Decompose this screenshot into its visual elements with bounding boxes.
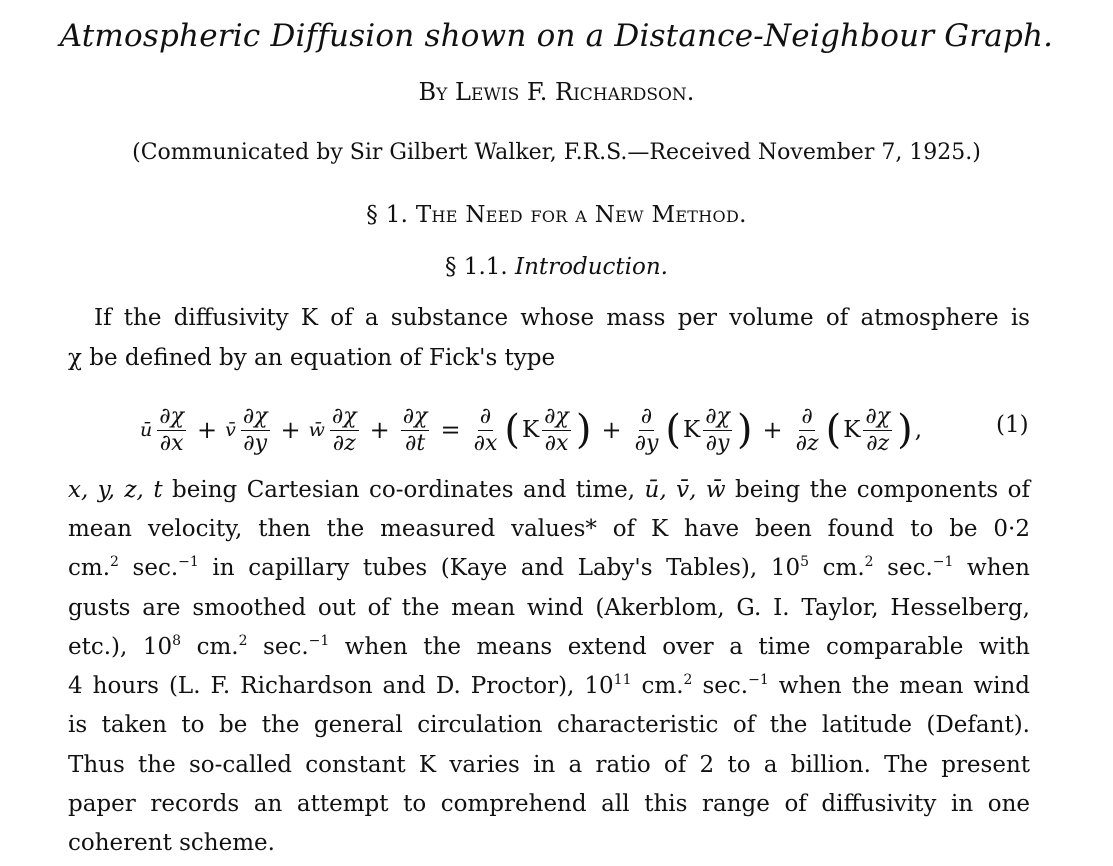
- eq-lparen: (: [665, 407, 682, 453]
- body-line-4: gusts are smoothed out of the mean wind (Akerblom, G. I. Taylor, Hesselberg,: [68, 595, 1030, 621]
- eq-frac-dchi-dz: $\frac{\partial\chi}{\partial z}$: [331, 403, 357, 456]
- subsection-number: § 1.1.: [445, 254, 516, 280]
- body-line-5: etc.), $10^8$ cm.$^2$ sec.$^{-1}$ when the means extend over a time comparable with: [68, 633, 1030, 660]
- eq-k: K: [521, 417, 540, 443]
- communication-note: (Communicated by Sir Gilbert Walker, F.R.S.—Received November 7, 1925.): [132, 140, 981, 165]
- body-line-1: x, y, z, t being Cartesian co-ordinates and time, ū, v̄, w̄ being the components of: [68, 477, 1031, 503]
- eq-plus: +: [762, 416, 783, 444]
- eq-lparen: (: [504, 407, 520, 453]
- body-line-7: is taken to be the general circulation characteristic of the latitude (Defant).: [68, 712, 1030, 738]
- author-byline: By Lewis F. Richardson.: [418, 78, 695, 106]
- body-line-9: paper records an attempt to comprehend all this range of diffusivity in one: [68, 791, 1030, 817]
- eq-frac-dchi-dx-2: $\frac{\partial\chi}{\partial x}$: [544, 403, 569, 456]
- eq-frac-d-dz: $\frac{\partial}{\partial z}$: [795, 403, 819, 456]
- subsection-heading: [0, 254, 1113, 280]
- equation-number: (1): [996, 412, 1029, 438]
- paper-title: Atmospheric Diffusion shown on a Distance-Neighbour Graph.: [59, 18, 1054, 54]
- eq-w: w̄: [308, 419, 325, 441]
- eq-plus: +: [601, 416, 622, 444]
- fick-equation: [140, 395, 960, 465]
- body-line-10: coherent scheme.: [68, 830, 275, 856]
- body-line-3: cm.$^2$ sec.$^{-1}$ in capillary tubes (Kaye and Laby's Tables), $10^5$ cm.$^2$ sec.$^{-1}$ when: [68, 554, 1030, 581]
- eq-frac-dchi-dx: $\frac{\partial\chi}{\partial x}$: [159, 403, 184, 456]
- eq-frac-d-dx: $\frac{\partial}{\partial x}$: [473, 403, 498, 456]
- eq-v: v̄: [225, 419, 236, 441]
- body-line-6: 4 hours (L. F. Richardson and D. Proctor), $10^{11}$ cm.$^2$ sec.$^{-1}$ when the mean wind: [68, 672, 1030, 699]
- eq-rparen: ): [736, 407, 753, 453]
- eq-equals: =: [440, 416, 461, 444]
- body-line-8: Thus the so-called constant K varies in a ratio of 2 to a billion. The present: [68, 752, 1030, 778]
- section-heading: § 1. The Need for a New Method.: [366, 202, 747, 228]
- eq-frac-dchi-dy-2: $\frac{\partial\chi}{\partial y}$: [705, 403, 730, 456]
- eq-u: ū: [140, 419, 153, 441]
- intro-line-1: If the diffusivity K of a substance whose mass per volume of atmosphere is: [94, 305, 1030, 331]
- eq-frac-d-dy: $\frac{\partial}{\partial y}$: [634, 403, 659, 456]
- eq-k: K: [683, 417, 701, 443]
- eq-plus: +: [196, 416, 218, 444]
- eq-frac-dchi-dy: $\frac{\partial\chi}{\partial y}$: [242, 403, 268, 456]
- eq-plus: +: [369, 416, 390, 444]
- intro-line-2: χ be defined by an equation of Fick's type: [68, 345, 556, 371]
- eq-rparen: ): [897, 407, 913, 453]
- eq-comma: ,: [914, 417, 923, 443]
- eq-lparen: (: [825, 407, 842, 453]
- eq-frac-dchi-dz-2: $\frac{\partial\chi}{\partial z}$: [865, 403, 891, 456]
- eq-rparen: ): [575, 407, 592, 453]
- eq-frac-dchi-dt: $\frac{\partial\chi}{\partial t}$: [402, 403, 428, 456]
- eq-k: K: [843, 417, 861, 443]
- body-line-2: mean velocity, then the measured values* of K have been found to be 0·2: [68, 516, 1030, 542]
- eq-plus: +: [280, 416, 301, 444]
- subsection-title: Introduction.: [515, 254, 668, 280]
